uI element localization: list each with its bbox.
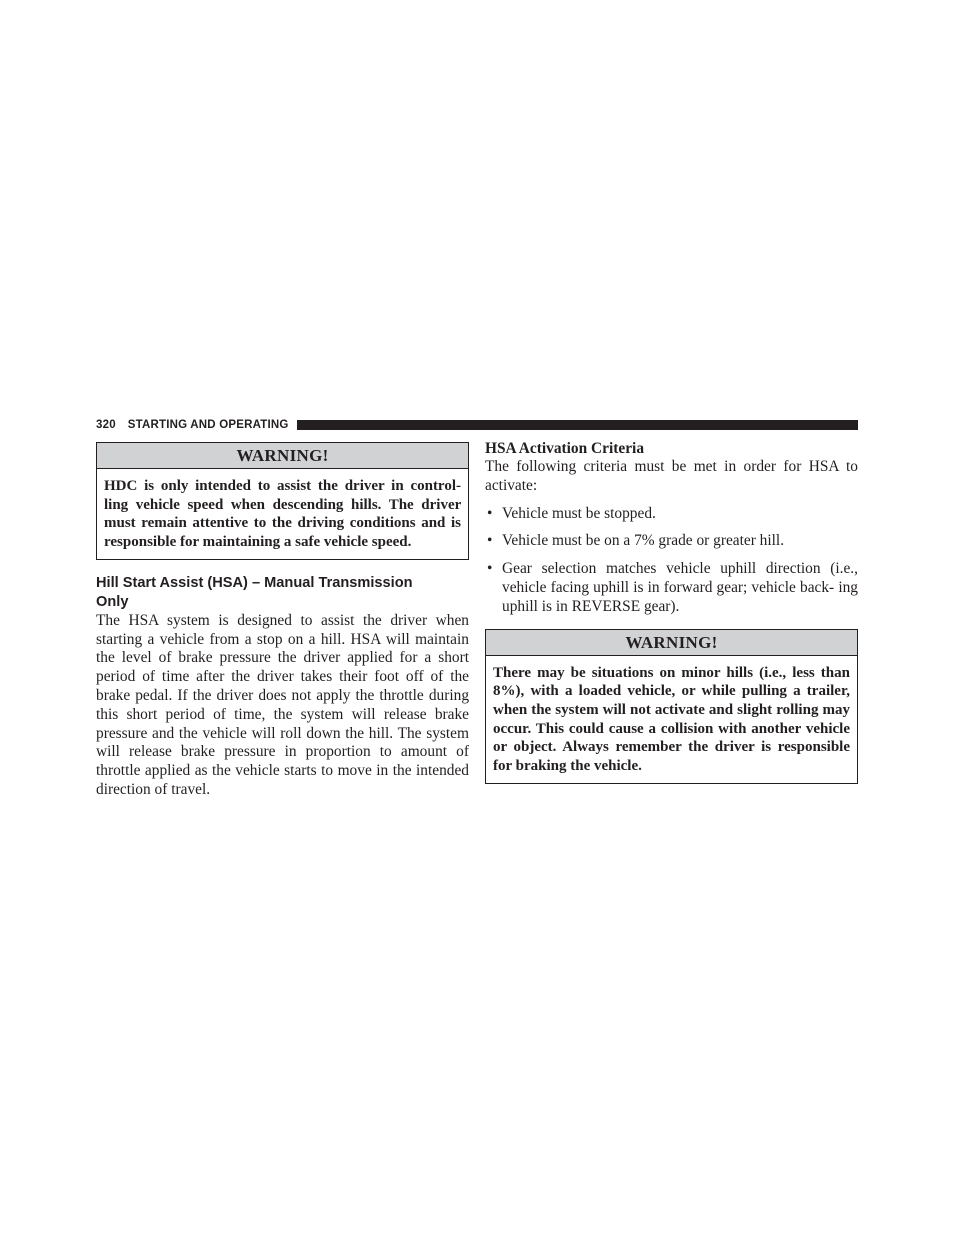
warning-title: WARNING! (486, 630, 857, 656)
paragraph-line: brake pressure and the vehicle will roll down the hill. The (96, 705, 469, 742)
warning-line: must remain attentive to the driving conditions and (104, 515, 446, 532)
warning-text (486, 656, 857, 783)
paragraph-line: starting a vehicle from a stop on a hill. HSA will maintain (96, 630, 469, 648)
paragraph-line: The HSA system is designed to assist the driver when (96, 611, 469, 629)
warning-line: 8%), with a loaded vehicle, or while pulling a trailer, (493, 683, 850, 700)
list-item (485, 560, 858, 616)
warning-line: is responsible for maintaining a safe vehicle speed. (104, 515, 461, 551)
warning-line: may occur. This could cause a collision with another (493, 701, 850, 737)
paragraph-line: system will release brake pressure in proportion to (96, 724, 469, 761)
warning-line: ling vehicle speed when descending hills. The driver (104, 496, 461, 513)
paragraph-line: The following criteria must be met in order for HSA to (485, 458, 858, 475)
paragraph-line: amount of throttle applied as the vehicle starts to move in (96, 743, 469, 780)
list-item-text: Vehicle must be on a 7% grade or greater hill. (502, 532, 785, 550)
criteria-intro-paragraph (485, 458, 858, 496)
right-column (485, 442, 858, 784)
paragraph-line: during this short period of time, the system will release (96, 687, 470, 723)
list-item (485, 532, 858, 551)
warning-line: There may be situations on minor hills (i.e., less than (493, 664, 850, 681)
section-title: STARTING AND OPERATING (127, 419, 289, 431)
page-number: 320 (96, 419, 116, 431)
list-item (485, 505, 858, 524)
page-header (96, 417, 858, 433)
paragraph-line: activate: (485, 476, 538, 494)
left-column (96, 442, 469, 800)
bullet-icon: • (487, 560, 493, 578)
hdc-warning-box (96, 442, 469, 560)
warning-line: when the system will not activate and slight rolling (493, 701, 819, 718)
hsa-warning-box (485, 629, 858, 784)
list-item-text: Gear selection matches vehicle uphill direction (i.e., (502, 560, 858, 578)
warning-title: WARNING! (97, 443, 468, 469)
warning-line: vehicle or object. Always remember the driver is (493, 720, 850, 756)
paragraph-line: brake pedal. If the driver does not apply the throttle (96, 687, 424, 704)
heading-line: Hill Start Assist (HSA) – Manual Transmission (96, 574, 413, 591)
warning-line: responsible for braking the vehicle. (493, 739, 851, 775)
paragraph-line: the intended direction of travel. (96, 762, 469, 798)
warning-text (97, 469, 468, 559)
list-item-text: Vehicle must be stopped. (502, 504, 656, 522)
warning-line: HDC is only intended to assist the driver in control- (104, 478, 461, 494)
hsa-activation-criteria-heading: HSA Activation Criteria (485, 440, 645, 457)
header-rule-bar (297, 420, 858, 430)
criteria-list (485, 505, 858, 617)
bullet-icon: • (487, 532, 493, 550)
list-item-text: vehicle facing uphill is in forward gear; vehicle back- (502, 578, 835, 596)
hsa-manual-heading (96, 574, 469, 612)
bullet-icon: • (487, 504, 493, 522)
hsa-description-paragraph (96, 612, 469, 800)
list-item-text: ing uphill is in REVERSE gear). (502, 578, 858, 615)
paragraph-line: period of time after the driver takes their foot off of the (96, 668, 469, 686)
heading-line: Only (96, 593, 129, 610)
paragraph-line: the level of brake pressure the driver applied for a short (96, 649, 469, 667)
